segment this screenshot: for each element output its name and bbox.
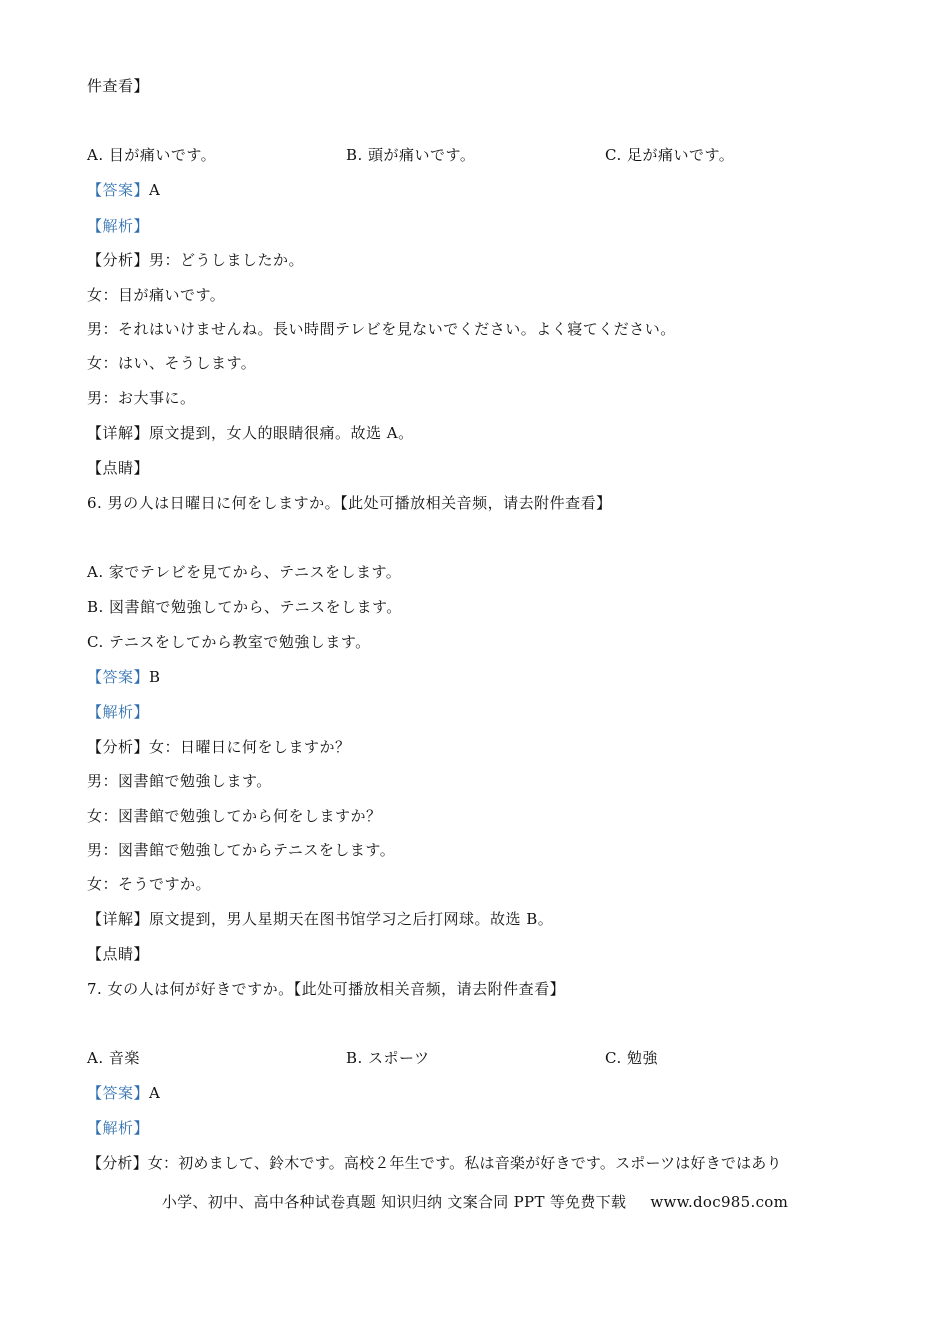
q6-option-a: A. 家でテレビを見てから、テニスをします。 bbox=[87, 563, 402, 581]
q6-point: 【点睛】 bbox=[87, 945, 150, 963]
answer-value: A bbox=[149, 1084, 161, 1102]
q5-analysis-text: 【分析】男：どうしましたか。 bbox=[87, 251, 305, 269]
footer-text: 小学、初中、高中各种试卷真题 知识归纳 文案合同 PPT 等免费下载 bbox=[161, 1193, 627, 1211]
continuation-line: 件查看】 bbox=[87, 77, 150, 95]
question-6: 6. 男の人は日曜日に何をしますか。【此处可播放相关音频，请去附件查看】 bbox=[87, 494, 612, 512]
q6-option-b: B. 図書館で勉強してから、テニスをします。 bbox=[87, 598, 402, 616]
q7-analysis-label: 【解析】 bbox=[87, 1119, 150, 1137]
q7-option-c: C. 勉強 bbox=[605, 1049, 658, 1067]
q5-dialog-line: 男：それはいけませんね。長い時間テレビを見ないでください。よく寝てください。 bbox=[87, 320, 676, 338]
q5-point: 【点睛】 bbox=[87, 459, 150, 477]
q5-option-c: C. 足が痛いです。 bbox=[605, 146, 735, 164]
footer-url-link[interactable]: www.doc985.com bbox=[650, 1193, 789, 1211]
answer-value: A bbox=[149, 181, 161, 199]
q6-dialog-line: 女：図書館で勉強してから何をしますか？ bbox=[87, 807, 382, 825]
q5-dialog-line: 女：はい、そうします。 bbox=[87, 354, 257, 372]
q5-option-b: B. 頭が痛いです。 bbox=[346, 146, 476, 164]
answer-label: 【答案】 bbox=[87, 668, 150, 686]
q6-option-c: C. テニスをしてから教室で勉強します。 bbox=[87, 633, 371, 651]
q5-dialog-line: 女：目が痛いです。 bbox=[87, 286, 226, 304]
q5-answer bbox=[87, 180, 160, 200]
question-7: 7. 女の人は何が好きですか。【此处可播放相关音频，请去附件查看】 bbox=[87, 980, 566, 998]
q7-analysis-text: 【分析】女：初めまして、鈴木です。高校２年生です。私は音楽が好きです。スポーツは好きではあり bbox=[87, 1154, 782, 1172]
q7-answer bbox=[87, 1083, 160, 1103]
q6-detail: 【详解】原文提到，男人星期天在图书馆学习之后打网球。故选 B。 bbox=[87, 910, 554, 928]
q7-option-b: B. スポーツ bbox=[346, 1049, 430, 1067]
answer-label: 【答案】 bbox=[87, 181, 150, 199]
q5-detail: 【详解】原文提到，女人的眼睛很痛。故选 A。 bbox=[87, 424, 414, 442]
q6-analysis-label: 【解析】 bbox=[87, 703, 150, 721]
q6-answer bbox=[87, 667, 161, 687]
answer-label: 【答案】 bbox=[87, 1084, 150, 1102]
q5-dialog-line: 男：お大事に。 bbox=[87, 389, 196, 407]
q7-option-a: A. 音楽 bbox=[87, 1049, 140, 1067]
q6-dialog-line: 男：図書館で勉強してからテニスをします。 bbox=[87, 841, 396, 859]
q5-option-a: A. 目が痛いです。 bbox=[87, 146, 217, 164]
q6-dialog-line: 男：図書館で勉強します。 bbox=[87, 772, 272, 790]
answer-value: B bbox=[149, 668, 161, 686]
q6-analysis-text: 【分析】女：日曜日に何をしますか？ bbox=[87, 738, 351, 756]
page-footer bbox=[0, 1192, 950, 1212]
q6-dialog-line: 女：そうですか。 bbox=[87, 875, 212, 893]
q5-analysis-label: 【解析】 bbox=[87, 217, 150, 235]
